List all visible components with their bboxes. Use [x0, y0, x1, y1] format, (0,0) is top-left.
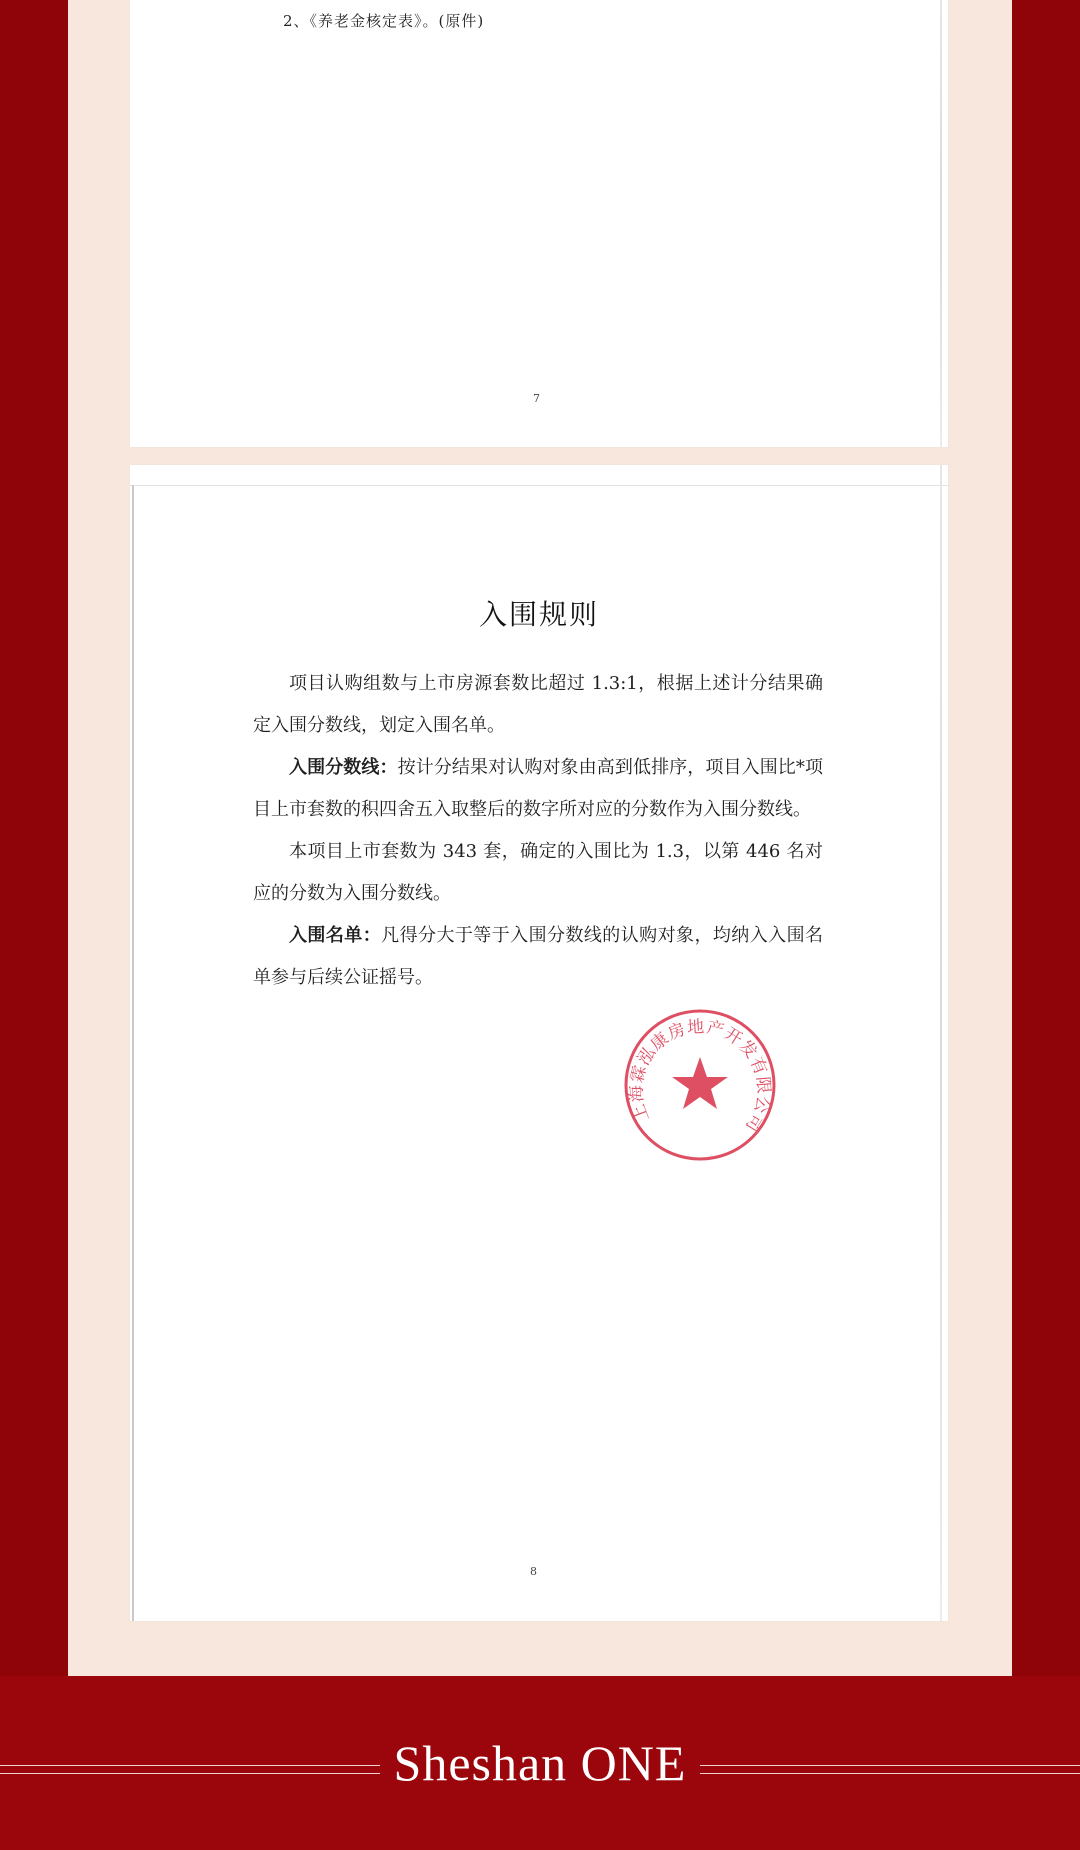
svg-text:上海霖泓康房地产开发有限公司: 上海霖泓康房地产开发有限公司	[626, 1017, 774, 1137]
scan-edge	[940, 465, 942, 1621]
page-number: 7	[533, 392, 540, 405]
rule-paragraph: 入围分数线：按计分结果对认购对象由高到低排序，项目入围比*项目上市套数的积四舍五入取整后的数字所对应的分数作为入围分数线。	[253, 757, 824, 820]
attachment-line: 2、《养老金核定表》。(原件)	[283, 12, 485, 30]
scan-left-edge	[132, 485, 134, 1621]
rule-paragraph: 项目认购组数与上市房源套数比超过 1.3:1，根据上述计分结果确定入围分数线，划定入围名单。	[253, 673, 823, 736]
footer-banner	[0, 1676, 1080, 1850]
document-page-7	[130, 0, 948, 447]
rule-paragraph: 本项目上市套数为 343 套，确定的入围比为 1.3，以第 446 名对应的分数为入围分数线。	[253, 841, 823, 904]
document-page-8	[130, 465, 948, 1621]
brand-logo-text: Sheshan ONE	[393, 1735, 687, 1791]
company-seal-stamp	[620, 1005, 780, 1165]
page-number: 8	[530, 1565, 537, 1578]
document-title: 入围规则	[478, 598, 599, 631]
rule-paragraph: 入围名单：凡得分大于等于入围分数线的认购对象，均纳入入围名单参与后续公证摇号。	[253, 925, 824, 988]
scan-edge	[940, 0, 942, 447]
scan-top-edge	[130, 485, 948, 486]
paragraph-lead: 入围名单：	[289, 925, 382, 946]
paragraph-lead: 入围分数线：	[289, 757, 398, 778]
document-body	[253, 663, 823, 999]
